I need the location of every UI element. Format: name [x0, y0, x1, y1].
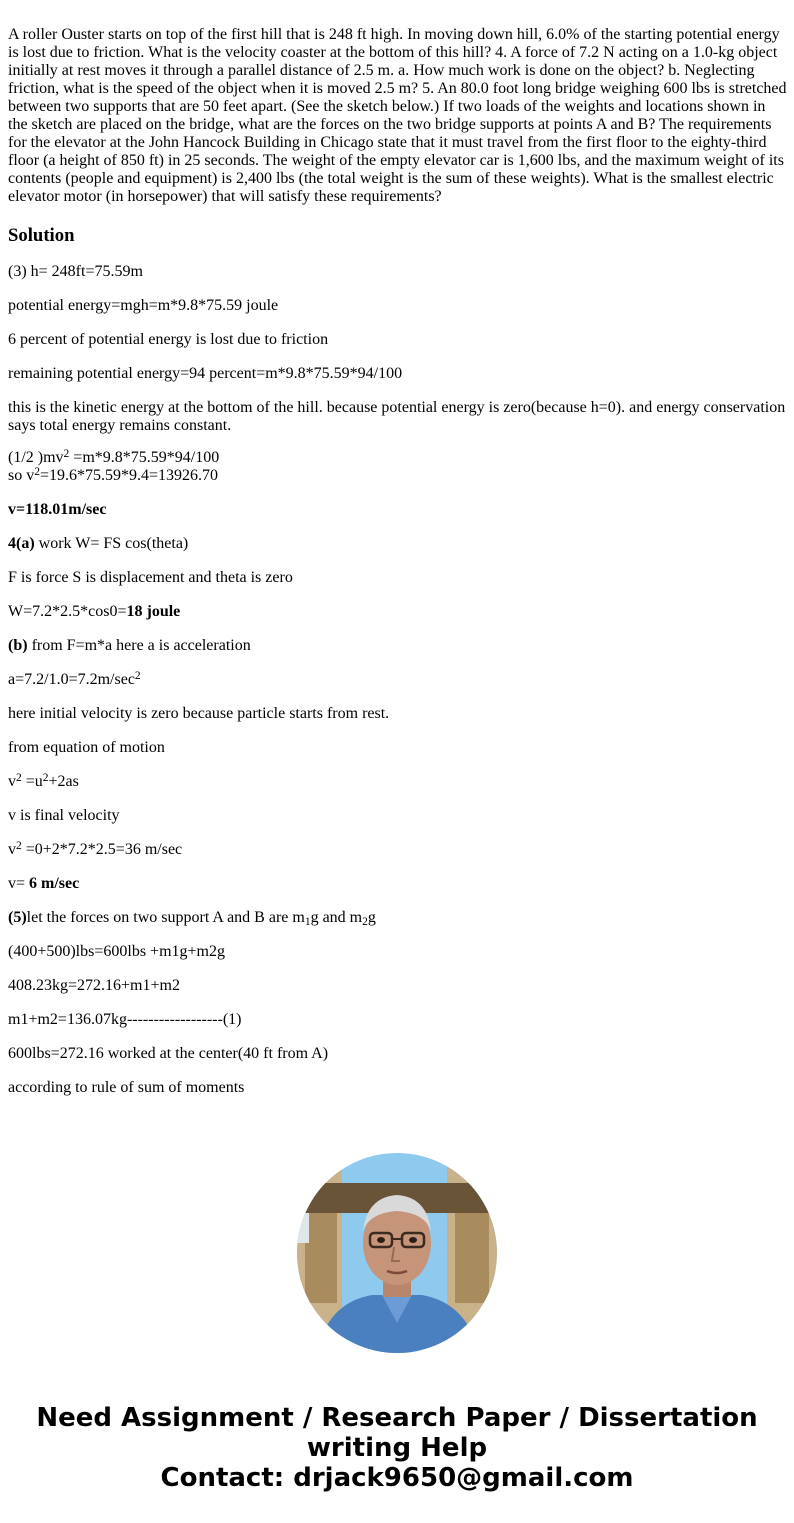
solution-text: =u: [21, 773, 43, 790]
solution-text: v: [8, 841, 16, 858]
superscript: 2: [16, 772, 22, 784]
solution-line: [8, 603, 788, 621]
result-value: v=118.01m/sec: [8, 501, 107, 518]
superscript: 2: [63, 448, 70, 460]
equation-text: (1/2 )mv: [8, 449, 64, 466]
solution-line: v is final velocity: [8, 807, 120, 824]
question-text: A roller Ouster starts on top of the first hill that is 248 ft high. In moving down hill, 6.0% of the starting potential energy is lost due to friction. What is the velocity coaster at the bottom of this hill? 4. A force of 7.2 N acting on a 1.0-kg object initially at rest moves it through a parallel distance of 2.5 m. a. How much work is done on the object? b. Neglecting friction, what is the speed of the object when it is moved 2.5 m? 5. An 80.0 foot long bridge weighing 600 lbs is stretched between two supports that are 50 feet apart. (See the sketch below.) If two loads of the weights and locations shown in the sketch are placed on the bridge, what are the forces on the two bridge supports at points A and B? The requirements for the elevator at the John Hancock Building in Chicago state that it must travel from the first floor to the eighty-third floor (a height of 850 ft) in 25 seconds. The weight of the empty elevator car is 1,600 lbs, and the maximum weight of its contents (people and equipment) is 2,400 lbs (the total weight is the sum of these weights). What is the smallest electric elevator motor (in horsepower) that will satisfy these requirements?: [8, 26, 787, 205]
author-portrait-image: [297, 1153, 497, 1353]
solution-line: [8, 875, 788, 893]
solution-line: [8, 535, 788, 553]
superscript: 2: [16, 840, 22, 852]
equation-text: so v: [8, 467, 35, 484]
solution-line: 600lbs=272.16 worked at the center(40 ft from A): [8, 1045, 329, 1062]
footer-line: Need Assignment / Research Paper / Dissertation: [36, 1403, 758, 1433]
result-value: 18 joule: [126, 603, 181, 620]
solution-text: let the forces on two support A and B are m: [26, 909, 305, 926]
part-label: 4(a): [8, 535, 35, 552]
solution-text: g and m: [310, 909, 363, 926]
solution-text: +2as: [48, 773, 79, 790]
content-area: [8, 26, 788, 1122]
solution-line: [8, 909, 788, 927]
equation-text: =19.6*75.59*9.4=13926.70: [39, 467, 219, 484]
superscript: 2: [34, 466, 40, 478]
part-label: (5): [8, 909, 27, 926]
superscript: 2: [42, 772, 49, 784]
result-value: 6 m/sec: [29, 875, 80, 892]
solution-line: from equation of motion: [8, 739, 165, 756]
solution-text: v: [8, 773, 16, 790]
part-label: (b): [8, 637, 28, 654]
solution-line: (3) h= 248ft=75.59m: [8, 263, 143, 280]
solution-line: potential energy=mgh=m*9.8*75.59 joule: [8, 297, 279, 314]
equation-text: =m*9.8*75.59*94/100: [69, 449, 220, 466]
footer-line: writing Help: [306, 1433, 488, 1463]
solution-text: W=7.2*2.5*cos0=: [8, 603, 127, 620]
solution-line: here initial velocity is zero because particle starts from rest.: [8, 705, 390, 722]
footer-contact: Contact: drjack9650@gmail.com: [160, 1463, 634, 1493]
solution-line: [8, 671, 788, 689]
solution-text: from F=m*a here a is acceleration: [27, 637, 251, 654]
superscript: 2: [134, 670, 141, 682]
solution-line: [8, 841, 788, 859]
solution-text: a=7.2/1.0=7.2m/sec: [8, 671, 135, 688]
solution-text: =0+2*7.2*2.5=36 m/sec: [21, 841, 183, 858]
solution-line: this is the kinetic energy at the bottom of the hill. because potential energy is zero(because h=0). and energy conservation says total energy remains constant.: [8, 399, 786, 434]
solution-line: [8, 773, 788, 791]
footer-banner: [0, 1403, 794, 1493]
result-line: [8, 501, 788, 519]
solution-line: according to rule of sum of moments: [8, 1079, 245, 1096]
solution-text: work W= FS cos(theta): [34, 535, 189, 552]
solution-line: 408.23kg=272.16+m1+m2: [8, 977, 180, 994]
solution-line: F is force S is displacement and theta is zero: [8, 569, 293, 586]
solution-line: (400+500)lbs=600lbs +m1g+m2g: [8, 943, 225, 960]
author-avatar: [297, 1153, 497, 1353]
equation-block: [8, 449, 788, 485]
solution-text: v=: [8, 875, 30, 892]
solution-heading: Solution: [8, 225, 75, 246]
solution-line: 6 percent of potential energy is lost due to friction: [8, 331, 329, 348]
solution-line: [8, 637, 788, 655]
subscript: 1: [304, 916, 311, 928]
solution-line: m1+m2=136.07kg------------------(1): [8, 1011, 242, 1028]
solution-text: g: [367, 909, 376, 926]
subscript: 2: [362, 916, 368, 928]
solution-line: remaining potential energy=94 percent=m*9.8*75.59*94/100: [8, 365, 403, 382]
